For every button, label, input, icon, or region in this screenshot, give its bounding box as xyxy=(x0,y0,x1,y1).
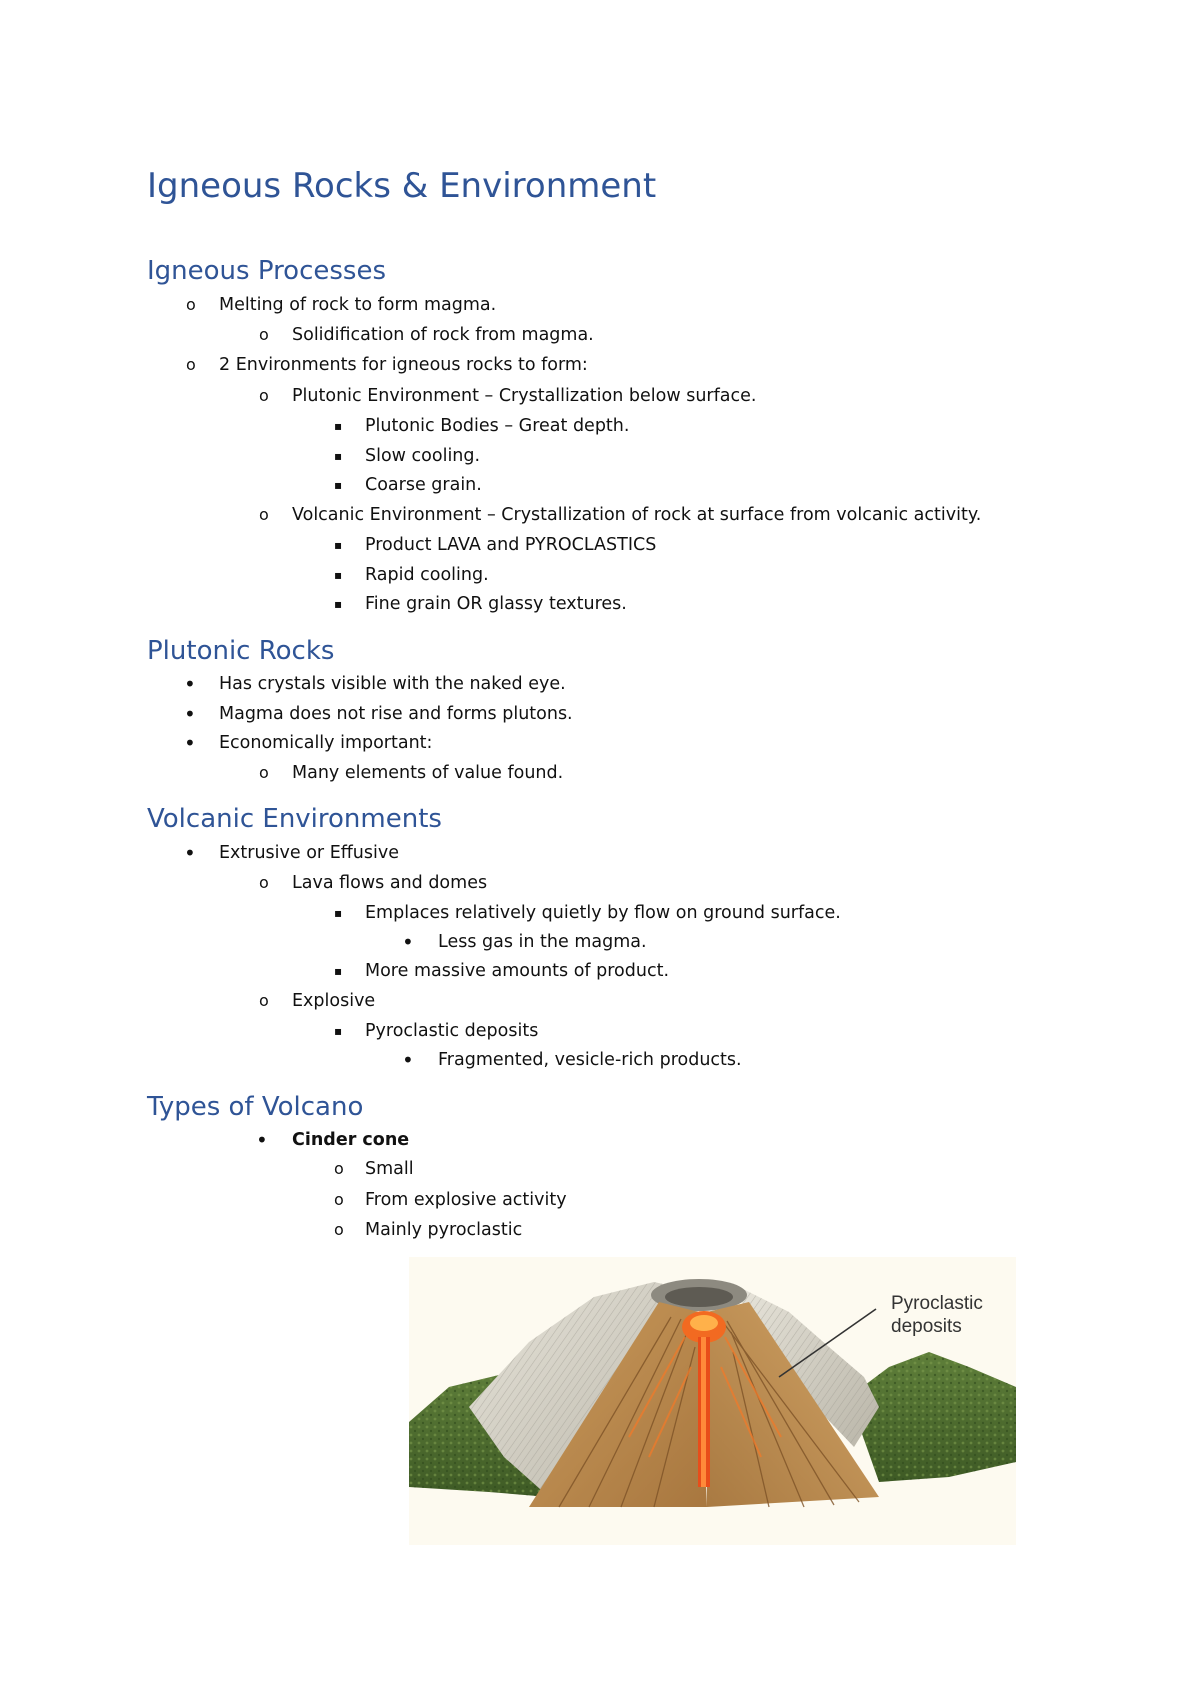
heading-volcanic-environments: Volcanic Environments xyxy=(147,804,442,834)
list-bullet: ▪ xyxy=(334,597,343,611)
heading-igneous-processes: Igneous Processes xyxy=(147,256,387,286)
list-item: From explosive activity xyxy=(365,1190,567,1210)
list-bullet: • xyxy=(184,702,196,726)
list-bullet: o xyxy=(259,325,269,344)
list-bullet: o xyxy=(334,1220,344,1239)
list-item: Economically important: xyxy=(219,733,433,753)
list-item: Lava flows and domes xyxy=(292,873,488,893)
document-title: Igneous Rocks & Environment xyxy=(147,166,657,206)
label-pyroclastic: Pyroclastic xyxy=(891,1293,983,1314)
list-bullet: o xyxy=(186,355,196,374)
list-item: Many elements of value found. xyxy=(292,763,564,783)
heading-plutonic-rocks: Plutonic Rocks xyxy=(147,636,335,666)
list-item: Emplaces relatively quietly by flow on ground surface. xyxy=(365,903,841,923)
label-deposits: deposits xyxy=(891,1316,962,1337)
list-item: Coarse grain. xyxy=(365,475,482,495)
list-item: Less gas in the magma. xyxy=(438,932,647,952)
list-bullet: • xyxy=(402,930,414,954)
list-item: Rapid cooling. xyxy=(365,565,489,585)
list-bullet: o xyxy=(334,1190,344,1209)
list-item: Explosive xyxy=(292,991,376,1011)
list-bullet: o xyxy=(186,295,196,314)
cinder-cone-illustration xyxy=(409,1257,1016,1545)
list-bullet: • xyxy=(184,841,196,865)
list-item: Melting of rock to form magma. xyxy=(219,295,497,315)
list-bullet: ▪ xyxy=(334,449,343,463)
list-item: Plutonic Bodies – Great depth. xyxy=(365,416,630,436)
list-bullet: • xyxy=(184,731,196,755)
list-item: Extrusive or Effusive xyxy=(219,843,399,863)
heading-types-of-volcano: Types of Volcano xyxy=(147,1092,364,1122)
list-bullet: • xyxy=(402,1048,414,1072)
list-bullet: o xyxy=(259,763,269,782)
list-item: 2 Environments for igneous rocks to form: xyxy=(219,355,588,375)
list-bullet: • xyxy=(256,1128,268,1152)
list-bullet: ▪ xyxy=(334,1024,343,1038)
list-bullet: o xyxy=(259,873,269,892)
list-bullet: ▪ xyxy=(334,568,343,582)
list-bullet: ▪ xyxy=(334,478,343,492)
list-item: More massive amounts of product. xyxy=(365,961,670,981)
list-item: Slow cooling. xyxy=(365,446,481,466)
list-bullet: o xyxy=(259,505,269,524)
list-item: Mainly pyroclastic xyxy=(365,1220,523,1240)
list-bullet: ▪ xyxy=(334,419,343,433)
list-item: Fine grain OR glassy textures. xyxy=(365,594,627,614)
list-item: Plutonic Environment – Crystallization below surface. xyxy=(292,386,757,406)
list-item: Small xyxy=(365,1159,414,1179)
list-item: Has crystals visible with the naked eye. xyxy=(219,674,566,694)
list-bullet: ▪ xyxy=(334,964,343,978)
list-item: Magma does not rise and forms plutons. xyxy=(219,704,573,724)
list-bullet: o xyxy=(259,386,269,405)
list-item: Product LAVA and PYROCLASTICS xyxy=(365,535,657,555)
list-bullet: o xyxy=(259,991,269,1010)
list-bullet: ▪ xyxy=(334,538,343,552)
list-bullet: ▪ xyxy=(334,906,343,920)
list-item: Cinder cone xyxy=(292,1130,410,1150)
list-item: Volcanic Environment – Crystallization of rock at surface from volcanic activity. xyxy=(292,505,982,525)
list-item: Solidification of rock from magma. xyxy=(292,325,594,345)
list-bullet: • xyxy=(184,672,196,696)
list-bullet: o xyxy=(334,1159,344,1178)
list-item: Fragmented, vesicle-rich products. xyxy=(438,1050,742,1070)
list-item: Pyroclastic deposits xyxy=(365,1021,539,1041)
